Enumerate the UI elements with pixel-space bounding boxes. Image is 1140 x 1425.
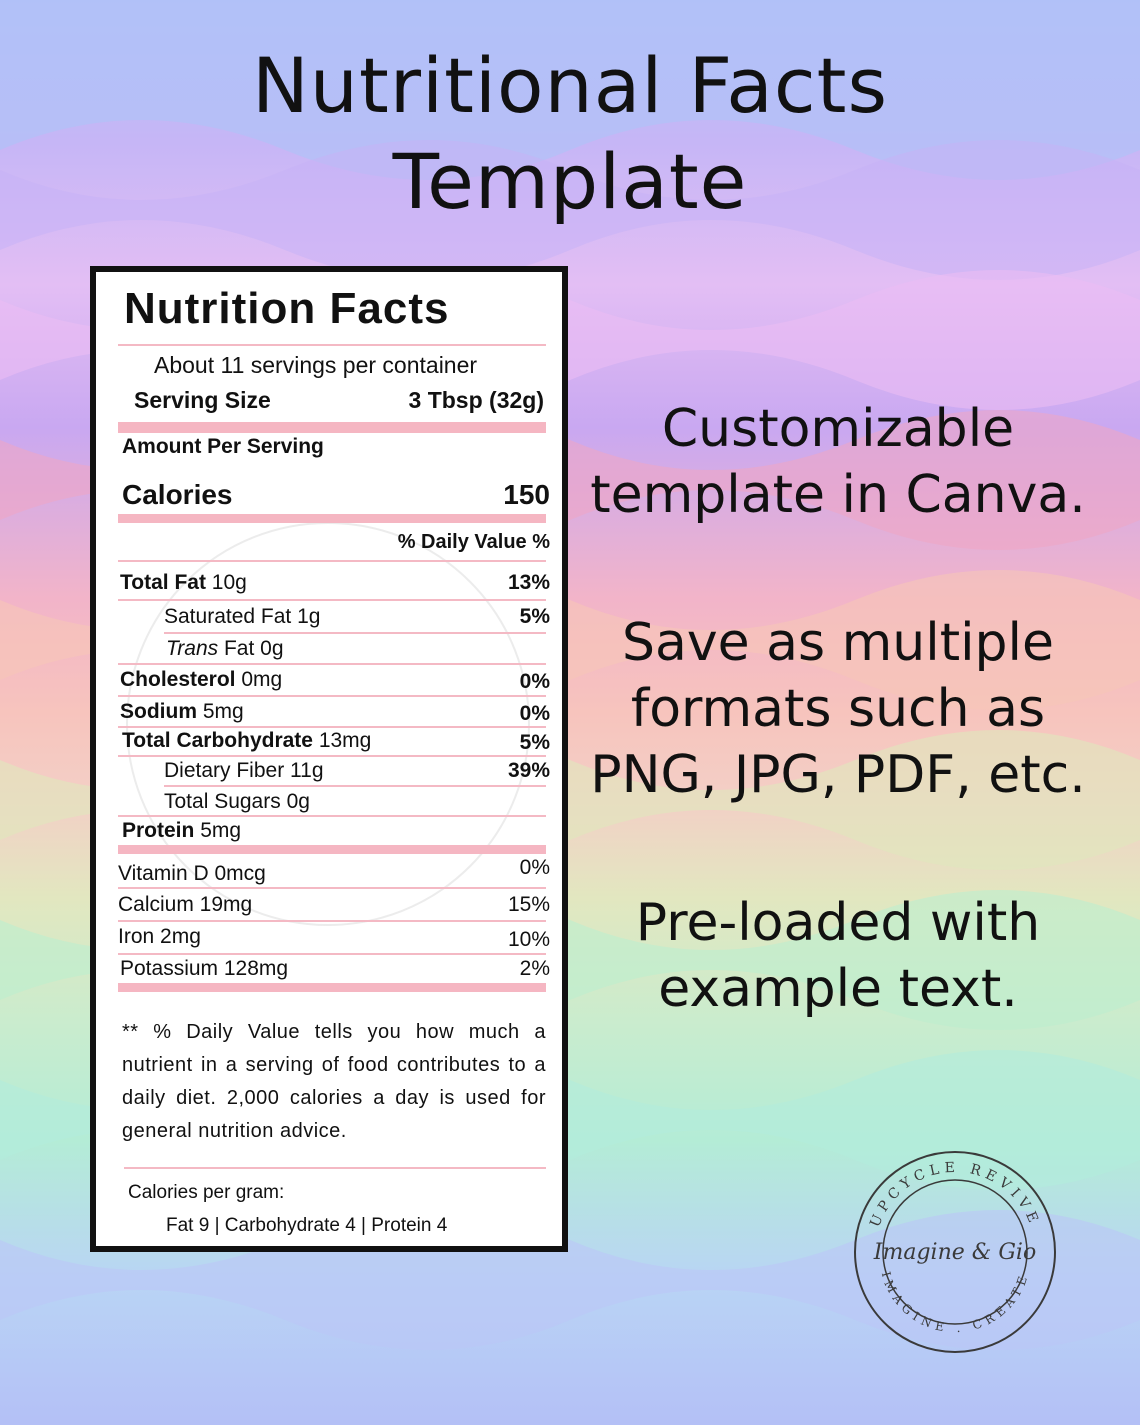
divider <box>124 1167 546 1169</box>
vitamin-dv: 15% <box>507 893 550 916</box>
nutrient-total-sugars: Total Sugars 0g <box>164 790 310 813</box>
thick-divider <box>118 983 546 992</box>
label-title: Nutrition Facts <box>124 284 450 333</box>
nutrient-total-fat: Total Fat 10g <box>120 571 247 594</box>
sodium-dv: 0% <box>519 702 550 725</box>
feature-preloaded: Pre-loaded with example text. <box>635 893 1041 1019</box>
nutrient-trans-fat: Trans Fat 0g <box>166 637 284 660</box>
vitamin-row: Iron 2mg <box>118 925 201 948</box>
divider <box>118 755 546 757</box>
page-headline <box>0 38 1140 230</box>
divider <box>118 663 546 665</box>
nutrient-saturated-fat: Saturated Fat 1g <box>164 605 321 628</box>
divider <box>118 815 546 817</box>
svg-text:UPCYCLE REVIVE: UPCYCLE REVIVE <box>867 1159 1043 1230</box>
calories-label: Calories <box>122 479 233 510</box>
feature-customizable: Customizable template in Canva. <box>590 399 1086 525</box>
vitamin-dv: 2% <box>519 957 550 980</box>
calories-per-gram-label: Calories per gram: <box>128 1182 285 1203</box>
vitamin-dv: 10% <box>507 928 550 951</box>
vitamin-row: Potassium 128mg <box>120 957 289 980</box>
serving-size-label: Serving Size <box>134 387 271 413</box>
divider <box>118 920 546 922</box>
svg-text:Imagine & Gio: Imagine & Gio <box>873 1240 1037 1265</box>
nutrient-sodium: Sodium 5mg <box>120 700 244 723</box>
dietary-fiber-dv: 39% <box>507 759 550 782</box>
brand-stamp-logo <box>850 1147 1060 1357</box>
nutrition-label <box>90 266 568 1252</box>
daily-value-header: % Daily Value % <box>397 531 550 553</box>
total-fat-dv: 13% <box>507 571 550 594</box>
thick-divider <box>118 514 546 523</box>
feature-formats: Save as multiple formats such as PNG, JPG, PDF, etc. <box>590 613 1086 805</box>
saturated-fat-dv: 5% <box>519 605 550 628</box>
calories-value: 150 <box>503 479 550 510</box>
divider <box>118 695 546 697</box>
cholesterol-dv: 0% <box>519 670 550 693</box>
headline-line-1: Nutritional Facts <box>251 41 889 130</box>
vitamin-row: Vitamin D 0mcg <box>118 862 266 885</box>
svg-text:IMAGINE . CREATE: IMAGINE . CREATE <box>878 1269 1032 1336</box>
calories-per-gram-values: Fat 9 | Carbohydrate 4 | Protein 4 <box>166 1215 448 1236</box>
nutrient-dietary-fiber: Dietary Fiber 11g <box>164 759 324 782</box>
vitamin-dv: 0% <box>519 856 550 879</box>
nutrient-total-carbohydrate: Total Carbohydrate 13mg <box>122 729 372 752</box>
divider <box>118 887 546 889</box>
serving-size-value: 3 Tbsp (32g) <box>408 387 544 413</box>
divider <box>118 953 546 955</box>
servings-per-container: About 11 servings per container <box>154 352 478 378</box>
vitamin-row: Calcium 19mg <box>118 893 253 916</box>
total-carbohydrate-dv: 5% <box>519 731 550 754</box>
divider <box>164 632 546 634</box>
nutrient-cholesterol: Cholesterol 0mg <box>120 668 283 691</box>
thick-divider <box>118 422 546 433</box>
divider <box>164 785 546 787</box>
divider <box>118 344 546 346</box>
divider <box>118 726 546 728</box>
amount-per-serving: Amount Per Serving <box>122 435 324 458</box>
divider <box>118 560 546 562</box>
nutrient-protein: Protein 5mg <box>122 819 242 842</box>
thick-divider <box>118 845 546 854</box>
daily-value-footnote: ** % Daily Value tells you how much a nutrient in a serving of food contributes to a daily diet. 2,000 calories a day is used for general nutrition advice. <box>122 1021 546 1142</box>
divider <box>118 599 546 601</box>
headline-line-2: Template <box>392 137 748 226</box>
